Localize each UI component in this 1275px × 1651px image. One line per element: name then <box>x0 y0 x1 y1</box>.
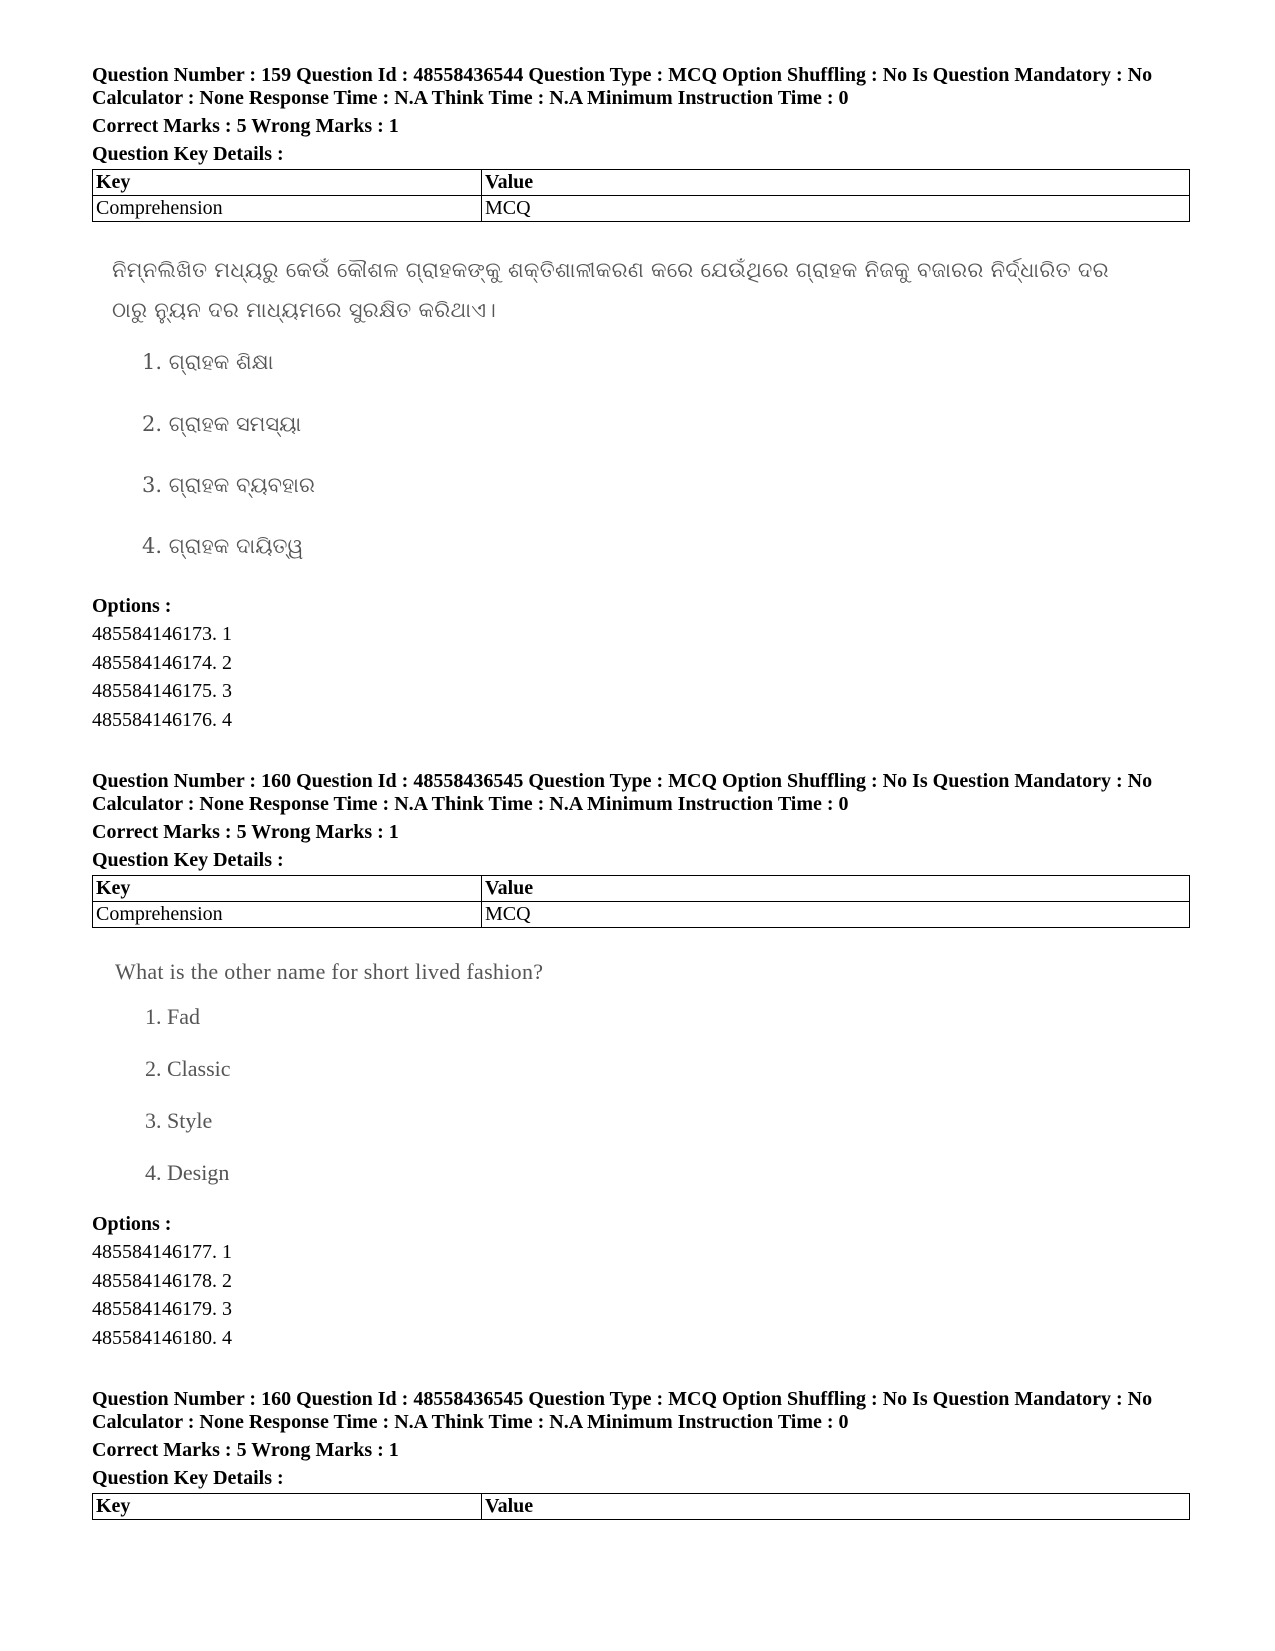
key-details-label: Question Key Details : <box>92 849 284 871</box>
choice-3: 3. Style <box>145 1108 213 1133</box>
table-cell-key: Comprehension <box>93 902 482 928</box>
table-header-key: Key <box>93 170 482 196</box>
key-table <box>92 169 1190 222</box>
choice-1: 1. ଗ୍ରାହକ ଶିକ୍ଷା <box>142 350 274 374</box>
choice-2: 2. ଗ୍ରାହକ ସମସ୍ୟା <box>142 412 302 436</box>
key-table <box>92 1493 1190 1520</box>
question-160b-header <box>92 1388 1190 1490</box>
table-header-key: Key <box>93 1494 482 1520</box>
question-meta: Question Number : 160 Question Id : 48558436545 Question Type : MCQ Option Shuffling : No Is Question Mandatory : No Calculator : None Response Time : N.A Think Time : N.A Minimum Instruction Time : 0 <box>92 1388 1153 1433</box>
options-list <box>92 1210 232 1353</box>
marks-line: Correct Marks : 5 Wrong Marks : 1 <box>92 115 399 137</box>
table-header-value: Value <box>482 876 1190 902</box>
table-cell-key: Comprehension <box>93 196 482 222</box>
marks-line: Correct Marks : 5 Wrong Marks : 1 <box>92 1439 399 1461</box>
question-meta: Question Number : 159 Question Id : 48558436544 Question Type : MCQ Option Shuffling : No Is Question Mandatory : No Calculator : None Response Time : N.A Think Time : N.A Minimum Instruction Time : 0 <box>92 64 1153 109</box>
option-item: 485584146176. 4 <box>92 709 232 732</box>
table-header-value: Value <box>482 170 1190 196</box>
option-item: 485584146178. 2 <box>92 1269 232 1292</box>
key-table <box>92 875 1190 928</box>
question-image-159 <box>112 250 1112 580</box>
choice-4: 4. Design <box>145 1160 230 1185</box>
choice-2: 2. Classic <box>145 1056 231 1081</box>
choice-1: 1. Fad <box>145 1004 200 1029</box>
option-item: 485584146180. 4 <box>92 1327 232 1350</box>
option-item: 485584146175. 3 <box>92 680 232 703</box>
option-item: 485584146174. 2 <box>92 651 232 674</box>
option-item: 485584146177. 1 <box>92 1241 232 1263</box>
table-cell-value: MCQ <box>482 196 1190 222</box>
marks-line: Correct Marks : 5 Wrong Marks : 1 <box>92 821 399 843</box>
question-meta: Question Number : 160 Question Id : 48558436545 Question Type : MCQ Option Shuffling : No Is Question Mandatory : No Calculator : None Response Time : N.A Think Time : N.A Minimum Instruction Time : 0 <box>92 770 1153 815</box>
table-cell-value: MCQ <box>482 902 1190 928</box>
question-159-header <box>92 64 1190 166</box>
question-image-160 <box>115 952 815 1202</box>
option-item: 485584146173. 1 <box>92 623 232 645</box>
options-list <box>92 592 232 735</box>
table-header-value: Value <box>482 1494 1190 1520</box>
question-text: ନିମ୍ନଲିଖିତ ମଧ୍ୟରୁ କେଉଁ କୌଶଳ ଗ୍ରାହକଙ୍କୁ ଶକ୍ତିଶାଳୀକରଣ କରେ ଯେଉଁଥିରେ ଗ୍ରାହକ ନିଜକୁ ବଜାରର ନିର୍ଦ୍ଧାରିତ ଦର ଠାରୁ ନ୍ୟୁନ ଦର ମାଧ୍ୟମରେ ସୁରକ୍ଷିତ କରିଥାଏ। <box>112 258 1109 322</box>
options-label: Options : <box>92 1213 172 1235</box>
options-label: Options : <box>92 595 172 617</box>
table-header-key: Key <box>93 876 482 902</box>
option-item: 485584146179. 3 <box>92 1298 232 1321</box>
choice-4: 4. ଗ୍ରାହକ ଦାୟିତ୍ୱ <box>142 534 304 558</box>
question-text: What is the other name for short lived fashion? <box>115 959 544 984</box>
key-details-label: Question Key Details : <box>92 1467 284 1489</box>
question-160-header <box>92 770 1190 872</box>
choice-3: 3. ଗ୍ରାହକ ବ୍ୟବହାର <box>142 473 315 497</box>
key-details-label: Question Key Details : <box>92 143 284 165</box>
